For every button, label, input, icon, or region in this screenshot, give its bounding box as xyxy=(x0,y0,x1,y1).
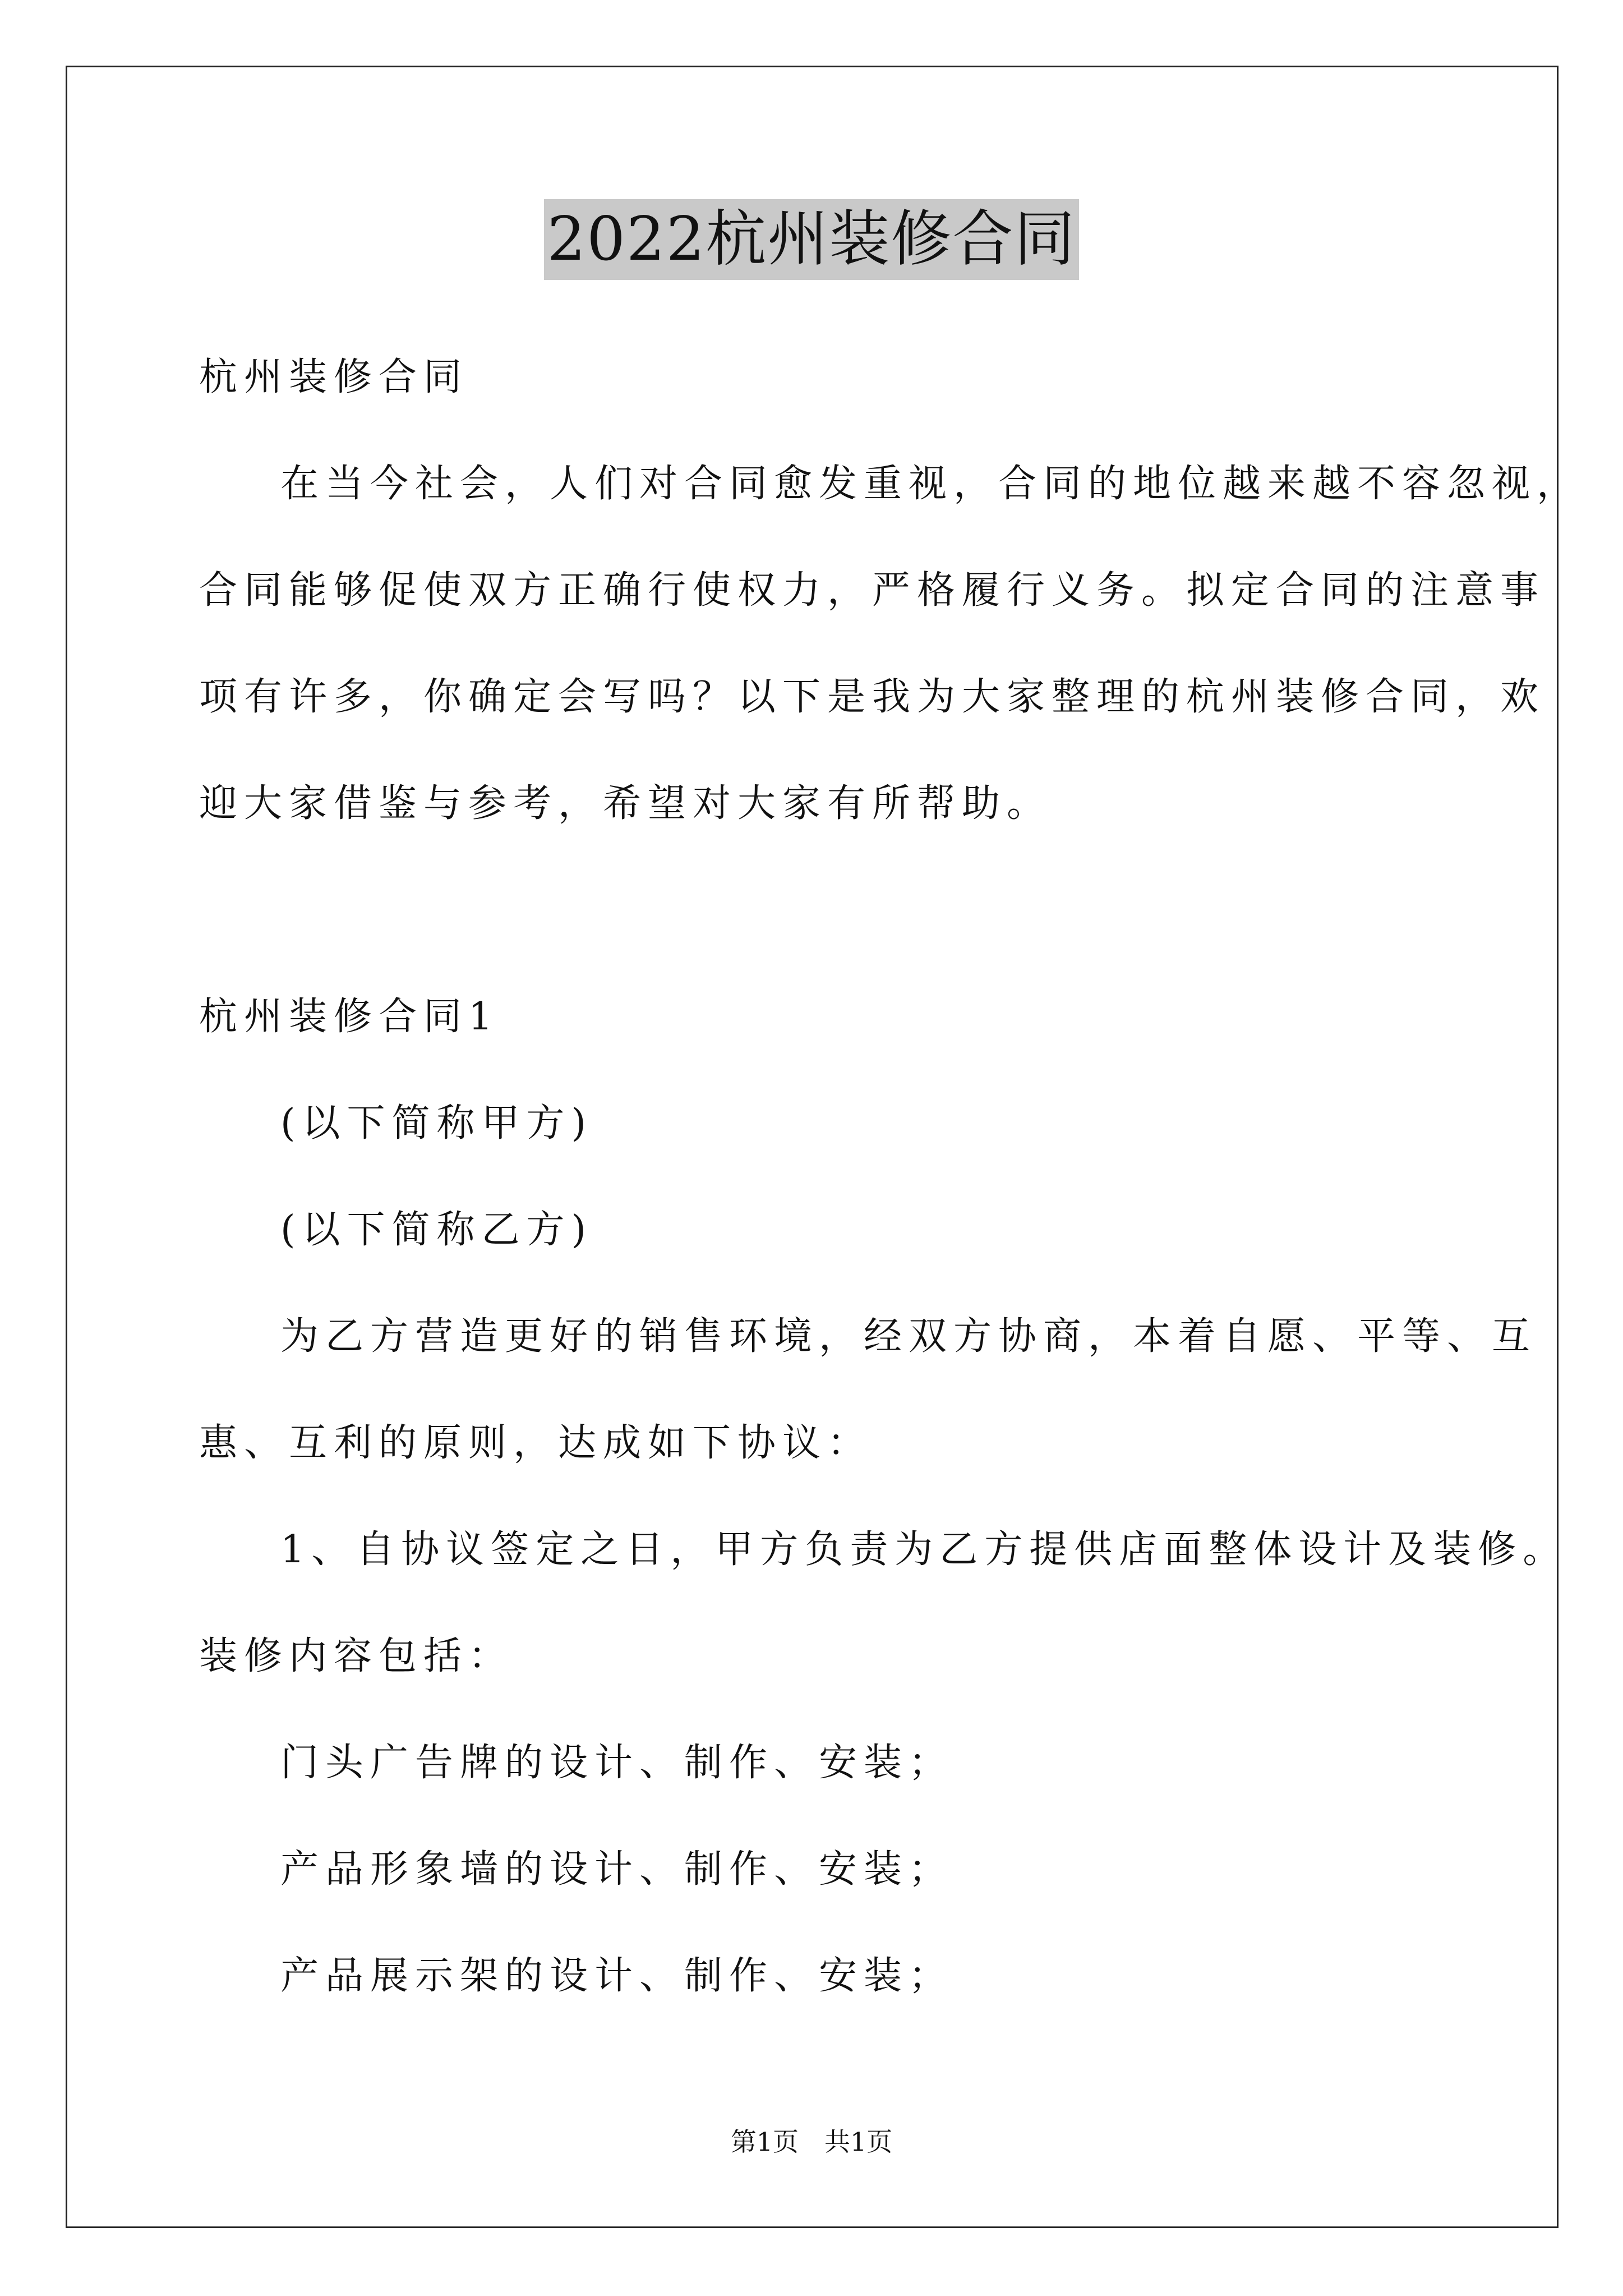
list-item: 产品展示架的设计、制作、安装； xyxy=(280,1954,954,1998)
paragraph-line: 在当今社会，人们对合同愈发重视，合同的地位越来越不容忽视， xyxy=(280,462,1582,506)
title-container xyxy=(0,199,1623,280)
document-title: 2022杭州装修合同 xyxy=(544,199,1080,280)
section-heading: 杭州装修合同 xyxy=(199,355,469,399)
section-heading: 杭州装修合同1 xyxy=(199,995,500,1039)
paragraph-line: 惠、互利的原则，达成如下协议： xyxy=(199,1421,873,1465)
paragraph-line: 迎大家借鉴与参考，希望对大家有所帮助。 xyxy=(199,781,1052,826)
paragraph-line: 装修内容包括： xyxy=(199,1634,514,1678)
page-footer: 第1页 共1页 xyxy=(730,2127,893,2157)
paragraph-line: 项有许多，你确定会写吗？以下是我为大家整理的杭州装修合同，欢 xyxy=(199,675,1546,719)
paragraph-line: 1、自协议签定之日，甲方负责为乙方提供店面整体设计及装修。 xyxy=(280,1527,1568,1572)
paragraph-line: (以下简称甲方) xyxy=(280,1101,593,1145)
paragraph-line: 合同能够促使双方正确行使权力，严格履行义务。拟定合同的注意事 xyxy=(199,568,1546,613)
list-item: 产品形象墙的设计、制作、安装； xyxy=(280,1847,954,1892)
paragraph-line: (以下简称乙方) xyxy=(280,1208,593,1252)
paragraph-line: 为乙方营造更好的销售环境，经双方协商，本着自愿、平等、互 xyxy=(280,1314,1537,1359)
list-item: 门头广告牌的设计、制作、安装； xyxy=(280,1741,954,1785)
